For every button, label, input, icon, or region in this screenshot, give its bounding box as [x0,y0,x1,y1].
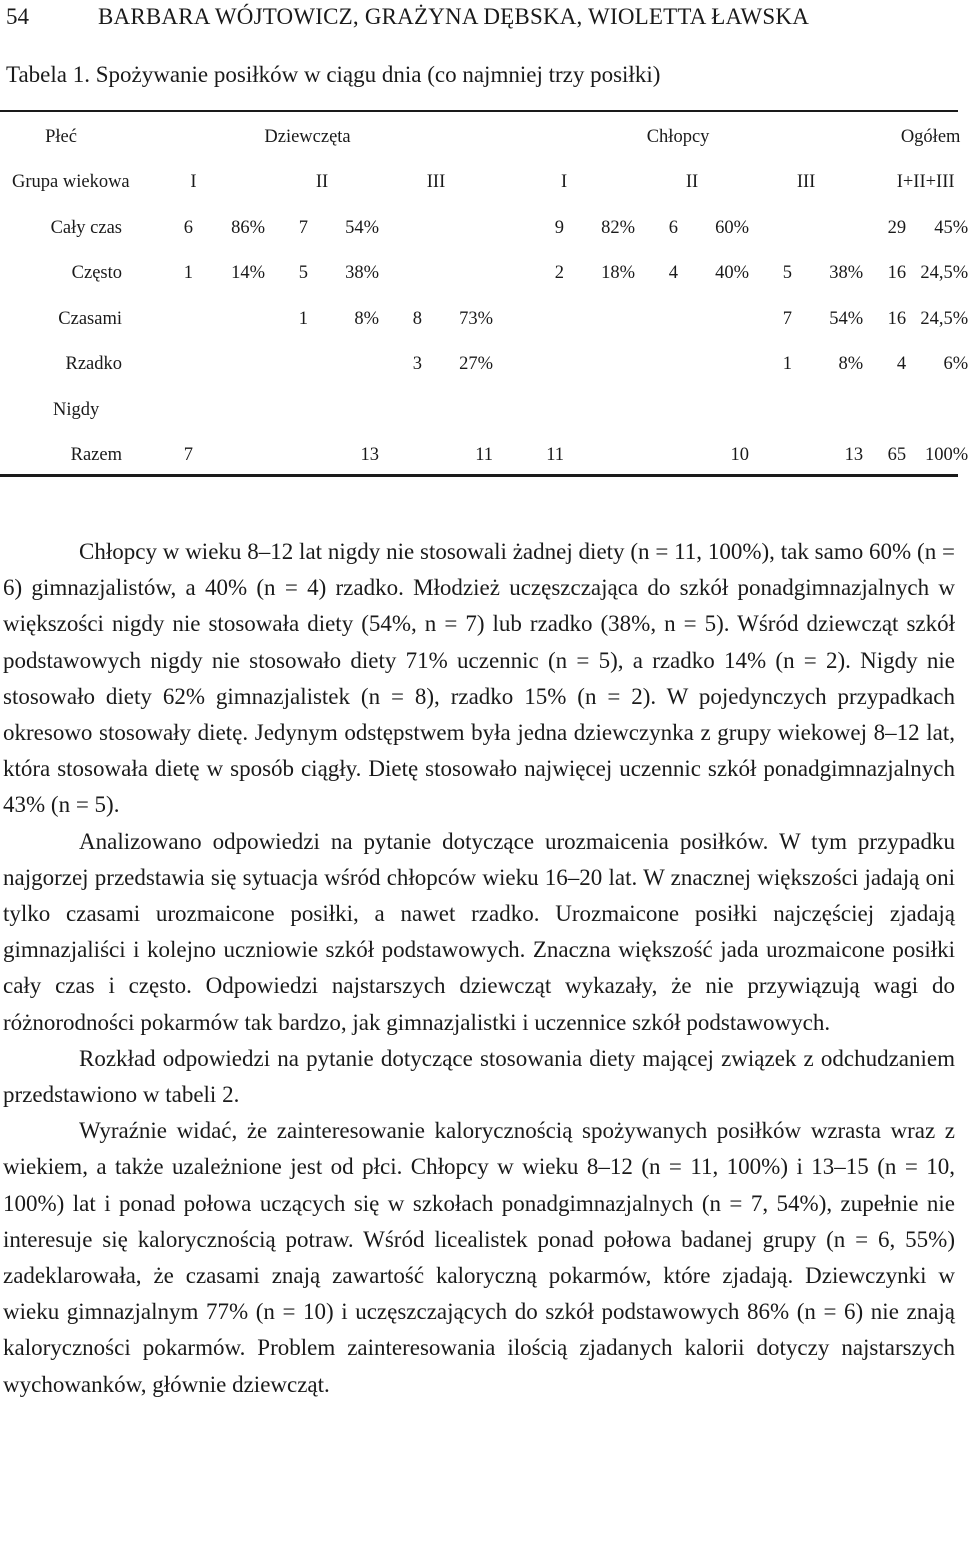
table-cell [749,205,792,251]
table-cell [265,342,308,388]
table-cell [193,296,265,342]
table-cell: 29 [887,217,907,238]
table-caption: Tabela 1. Spożywanie posiłków w ciągu dnia (co najmniej trzy posiłki) [6,62,661,87]
table-cell: 86% [231,217,265,238]
running-head: BARBARA WÓJTOWICZ, GRAŻYNA DĘBSKA, WIOLETTA ŁAWSKA [98,4,810,29]
table-top-rule [0,110,958,112]
table-cell: 6 [668,217,679,238]
row-label: Często [71,263,122,284]
table-cell [678,342,749,388]
table-cell: 73% [459,308,494,329]
age-boys-2: II [685,172,699,193]
table-cell: 82% [601,217,636,238]
table-cell [635,342,678,388]
table-cell [564,296,635,342]
table-cell [792,205,863,251]
paragraph: Rozkład odpowiedzi na pytanie dotyczące stosowania diety mającej związek z odchudzaniem przedstawiono w tabeli 2. [3,1045,955,1108]
table-cell: 4 [668,263,679,284]
table-cell: 3 [412,354,422,375]
total-boys-3: 13 [844,445,864,466]
table-header-row [0,114,978,160]
age-girls-2: II [315,172,329,193]
table-cell: 4 [896,354,907,375]
table-cell [493,296,564,342]
row-label: Cały czas [50,217,122,238]
page-header [6,2,946,32]
table-cell [493,342,564,388]
row-label: Czasami [58,308,122,329]
total-girls-2: 13 [360,445,379,466]
header-total: Ogółem [900,126,961,147]
row-label: Nigdy [53,399,100,420]
table-cell: 6 [183,217,193,238]
table-cell: 2 [554,263,565,284]
table-row [0,251,978,297]
table-cell [122,342,193,388]
table-cell: 24,5% [920,308,969,329]
table-cell: 16 [887,308,907,329]
age-girls-1: I [190,172,197,193]
table-row [0,342,978,388]
table-cell [422,205,493,251]
table-cell: 7 [782,308,793,329]
table-cell: 38% [829,263,864,284]
table-cell: 1 [298,308,308,329]
table-cell: 60% [715,217,750,238]
table-cell: 38% [345,263,379,284]
total-boys-1: 11 [546,445,565,466]
table-cell [379,251,422,297]
total-boys-2: 10 [730,445,750,466]
total-girls-3: 11 [475,445,494,466]
table-cell: 8% [838,354,864,375]
table-row [0,387,978,433]
table-cell: 5 [298,263,308,284]
table-cell: 27% [459,354,494,375]
table-cell: 18% [601,263,636,284]
paragraph: Chłopcy w wieku 8–12 lat nigdy nie stosowali żadnej diety (n = 11, 100%), tak samo 60% (n = 6) gimnazjalistów, a 40% (n = 4) rzadko. Młodzież uczęszczająca do szkół ponadgimnazjalnych w większości nigdy nie stosowała diety (54%, n = 7) lub rzadko (38%, n = 5). Wśród dziewcząt szkół podstawowych nigdy nie stosowało diety 71% uczennic (n = 5), a rzadko 14% (n = 2). Nigdy nie stosowało diety 62% gimnazjalistek (n = 8), rzadko 15% (n = 2). W pojedynczych przypadkach okresowo stosowały dietę. Jedynym odstępstwem była jedna dziewczynka z grupy wiekowej 8–12 lat, która stosowała dietę w sposób ciągły. Dietę stosowało najwięcej uczennic szkół ponadgimnazjalnych 43% (n = 5). [3,539,955,818]
age-total: I+II+III [896,172,955,193]
table-age-row [0,160,978,206]
total-girls-1: 7 [183,445,193,466]
table-row [0,296,978,342]
page-number: 54 [6,4,29,29]
table-cell [635,296,678,342]
table-total-row [0,433,978,479]
paragraph: Wyraźnie widać, że zainteresowanie kalorycznością spożywanych posiłków wzrasta wraz z wiekiem, a także uzależnione jest od płci. Chłopcy w wieku 8–12 (n = 11, 100%) i 13–15 (n = 10, 100%) lat i ponad połowa uczących się w szkołach ponadgimnazjalnych (n = 7, 54%), zupełnie nie interesuje się kalorycznością potraw. Wśród licealistek ponad połowa badanej grupy (n = 6, 55%) zadeklarowała, że czasami znają zawartość kaloryczną pokarmów, które zjadają. Dziewczynki w wieku gimnazjalnym 77% (n = 10) i uczęszczających do szkół podstawowych 86% (n = 6) nie znają kaloryczności pokarmów. Problem zainteresowania ilością zjadanych kalorii dotyczy najstarszych wychowanków, głównie dziewcząt. [3,1118,955,1397]
table-cell [422,251,493,297]
table-cell [193,342,265,388]
table-cell: 54% [345,217,379,238]
header-label-age: Grupa wiekowa [12,172,130,193]
age-boys-3: III [796,172,816,193]
table-cell: 5 [782,263,793,284]
table-cell [122,296,193,342]
table-cell: 16 [887,263,907,284]
age-boys-1: I [560,172,568,193]
data-table [0,114,978,478]
table-cell: 7 [298,217,308,238]
header-label-sex: Płeć [45,126,77,147]
table-cell [564,342,635,388]
table-cell: 8% [354,308,379,329]
row-label-total: Razem [70,445,122,466]
header-girls: Dziewczęta [264,126,351,147]
table-cell: 8 [412,308,422,329]
header-boys: Chłopcy [646,126,710,147]
age-girls-3: III [426,172,446,193]
table-cell: 14% [231,263,265,284]
body-text [3,534,955,1403]
total-percent: 100% [924,445,969,466]
table-cell: 1 [183,263,193,284]
table-cell [308,342,379,388]
table-cell: 6% [943,354,969,375]
paragraph: Analizowano odpowiedzi na pytanie dotyczące urozmaicenia posiłków. W tym przypadku najgorzej przedstawia się sytuacja wśród chłopców wieku 16–20 lat. W znacznej większości jadają oni tylko czasami urozmaicone posiłki, a nawet rzadko. Urozmaicone posiłki najczęściej zjadają gimnazjaliści i kolejno uczniowie szkół podstawowych. Znaczna większość jada urozmaicone posiłki cały czas i często. Odpowiedzi najstarszych dziewcząt wykazały, że nie przywiązują wagi do różnorodności pokarmów tak bardzo, jak gimnazjalistki i uczennice szkół podstawowych. [3,828,955,1035]
table-cell: 45% [934,217,969,238]
total-n: 65 [887,445,907,466]
table-cell: 54% [829,308,864,329]
table-cell [379,205,422,251]
table-cell: 1 [782,354,793,375]
table-cell [678,296,749,342]
table-cell: 40% [715,263,750,284]
table-bottom-rule [0,474,958,477]
row-label: Rzadko [65,354,122,375]
table-cell: 9 [554,217,565,238]
table-row [0,205,978,251]
table-cell: 24,5% [920,263,969,284]
table-cell-empty [122,387,978,433]
